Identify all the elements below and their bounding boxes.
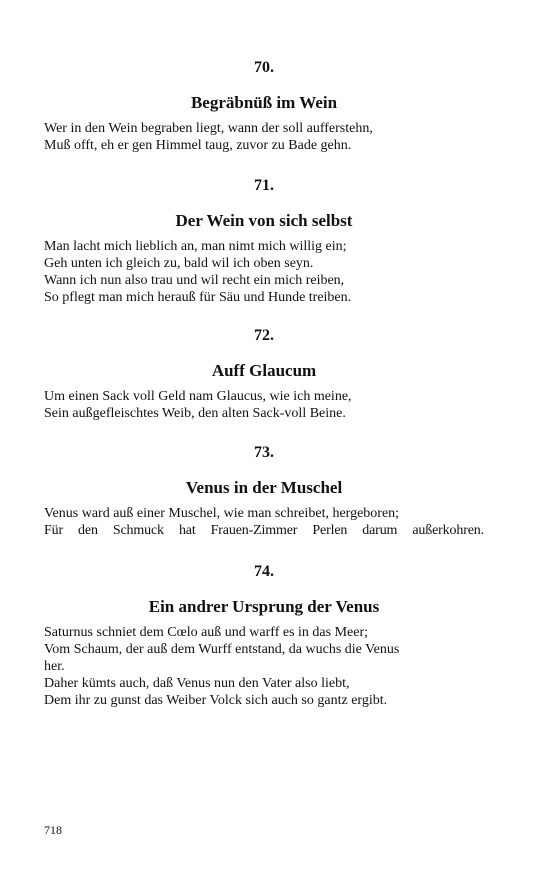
poem-title: Auff Glaucum [211,361,317,380]
poem-line: So pflegt man mich herauß für Säu und Hunde treiben. [44,290,352,305]
poem-line: Für den Schmuck hat Frauen-Zimmer Perlen darum außerkohren. [44,523,484,538]
poem-line: her. [44,659,65,674]
poem-71 [44,176,484,306]
poem-text [44,120,484,154]
poem-line: Geh unten ich gleich zu, bald wil ich oben seyn. [44,256,314,271]
poem-text [44,238,484,306]
poem-text [44,624,484,709]
poem-line: Saturnus schniet dem Cœlo auß und warff es in das Meer; [44,625,369,640]
poem-number: 70. [254,59,274,76]
poem-74 [44,562,484,709]
poem-number: 72. [254,327,274,344]
poem-number: 73. [254,444,274,461]
poem-line: Daher kümts auch, daß Venus nun den Vater also liebt, [44,676,350,691]
poem-line: Vom Schaum, der auß dem Wurff entstand, da wuchs die Venus [44,642,400,657]
poem-title: Begräbnüß im Wein [190,93,338,112]
poem-72 [44,326,484,422]
poem-title: Der Wein von sich selbst [175,211,353,230]
poem-text [44,388,484,422]
poem-number: 71. [254,177,274,194]
poem-line: Muß offt, eh er gen Himmel taug, zuvor zu Bade gehn. [44,138,352,153]
poem-title: Ein andrer Ursprung der Venus [148,597,380,616]
poem-73 [44,443,484,539]
poem-line: Sein außgefleischtes Weib, den alten Sack-voll Beine. [44,406,346,421]
page-number: 718 [44,823,62,837]
poem-line: Dem ihr zu gunst das Weiber Volck sich auch so gantz ergibt. [44,693,388,708]
poem-line: Wer in den Wein begraben liegt, wann der soll aufferstehn, [44,121,373,136]
poem-line: Um einen Sack voll Geld nam Glaucus, wie ich meine, [44,389,352,404]
poem-number: 74. [254,563,274,580]
document-page [44,0,484,880]
poem-line: Man lacht mich lieblich an, man nimt mich willig ein; [44,239,347,254]
poem-70 [44,58,484,154]
poem-text [44,505,484,539]
poem-title: Venus in der Muschel [185,478,343,497]
poem-line: Wann ich nun also trau und wil recht ein mich reiben, [44,273,345,288]
poem-line: Venus ward auß einer Muschel, wie man schreibet, hergeboren; [44,506,400,521]
